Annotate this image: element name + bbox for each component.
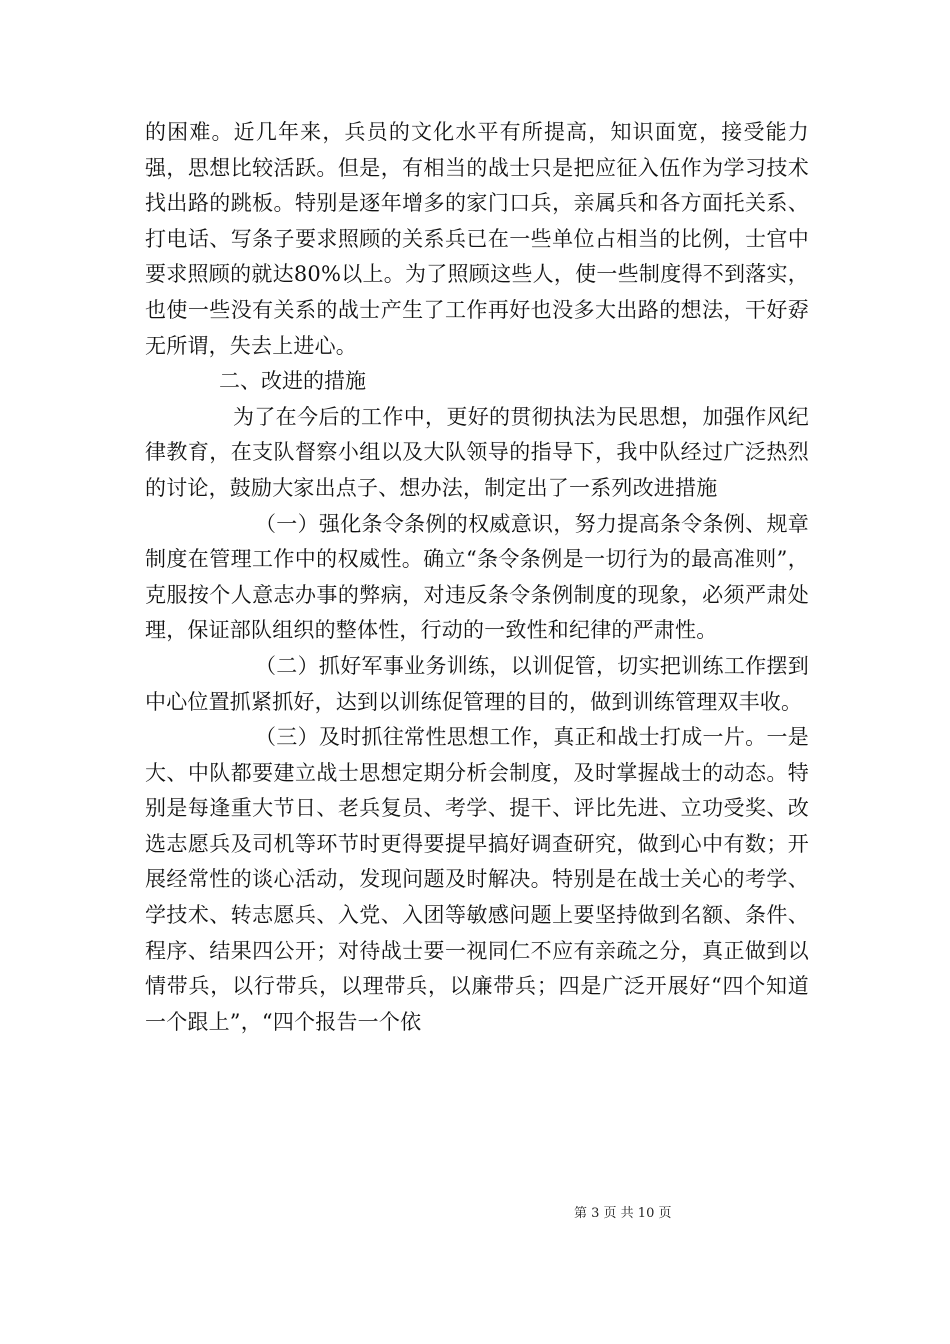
paragraph-intro: 为了在今后的工作中，更好的贯彻执法为民思想，加强作风纪律教育，在支队督察小组以及大队领导的指导下，我中队经过广泛热烈的讨论，鼓励大家出点子、想办法，制定出了一系列改进措施 (145, 404, 809, 500)
paragraph-item-1: （一）强化条令条例的权威意识，努力提高条令条例、规章制度在管理工作中的权威性。确立“条令条例是一切行为的最高准则”，克服按个人意志办事的弊病，对违反条令条例制度的现象，必须严肃处理，保证部队组织的整体性，行动的一致性和纪律的严肃性。 (145, 511, 809, 643)
document-body (145, 115, 809, 1040)
page-number: 第 3 页 共 10 页 (574, 1206, 672, 1221)
paragraph-item-2: （二）抓好军事业务训练，以训促管，切实把训练工作摆到中心位置抓紧抓好，达到以训练促管理的目的，做到训练管理双丰收。 (145, 653, 809, 714)
paragraph-continuation: 的困难。近几年来，兵员的文化水平有所提高，知识面宽，接受能力强，思想比较活跃。但是，有相当的战士只是把应征入伍作为学习技术找出路的跳板。特别是逐年增多的家门口兵，亲属兵和各方面托关系、打电话、写条子要求照顾的关系兵已在一些单位占相当的比例，士官中要求照顾的就达80%以上。为了照顾这些人，使一些制度得不到落实，也使一些没有关系的战士产生了工作再好也没多大出路的想法，干好孬无所谓，失去上进心。 (145, 120, 809, 358)
paragraph-item-3: （三）及时抓往常性思想工作，真正和战士打成一片。一是大、中队都要建立战士思想定期分析会制度，及时掌握战士的动态。特别是每逢重大节日、老兵复员、考学、提干、评比先进、立功受奖、改选志愿兵及司机等环节时更得要提早搞好调查研究，做到心中有数；开展经常性的谈心活动，发现问题及时解决。特别是在战士关心的考学、学技术、转志愿兵、入党、入团等敏感问题上要坚持做到名额、条件、程序、结果四公开；对待战士要一视同仁不应有亲疏之分，真正做到以情带兵，以行带兵，以理带兵，以廉带兵；四是广泛开展好“四个知道一个跟上”，“四个报告一个依 (145, 725, 809, 1034)
section-heading: 二、改进的措施 (219, 369, 366, 394)
